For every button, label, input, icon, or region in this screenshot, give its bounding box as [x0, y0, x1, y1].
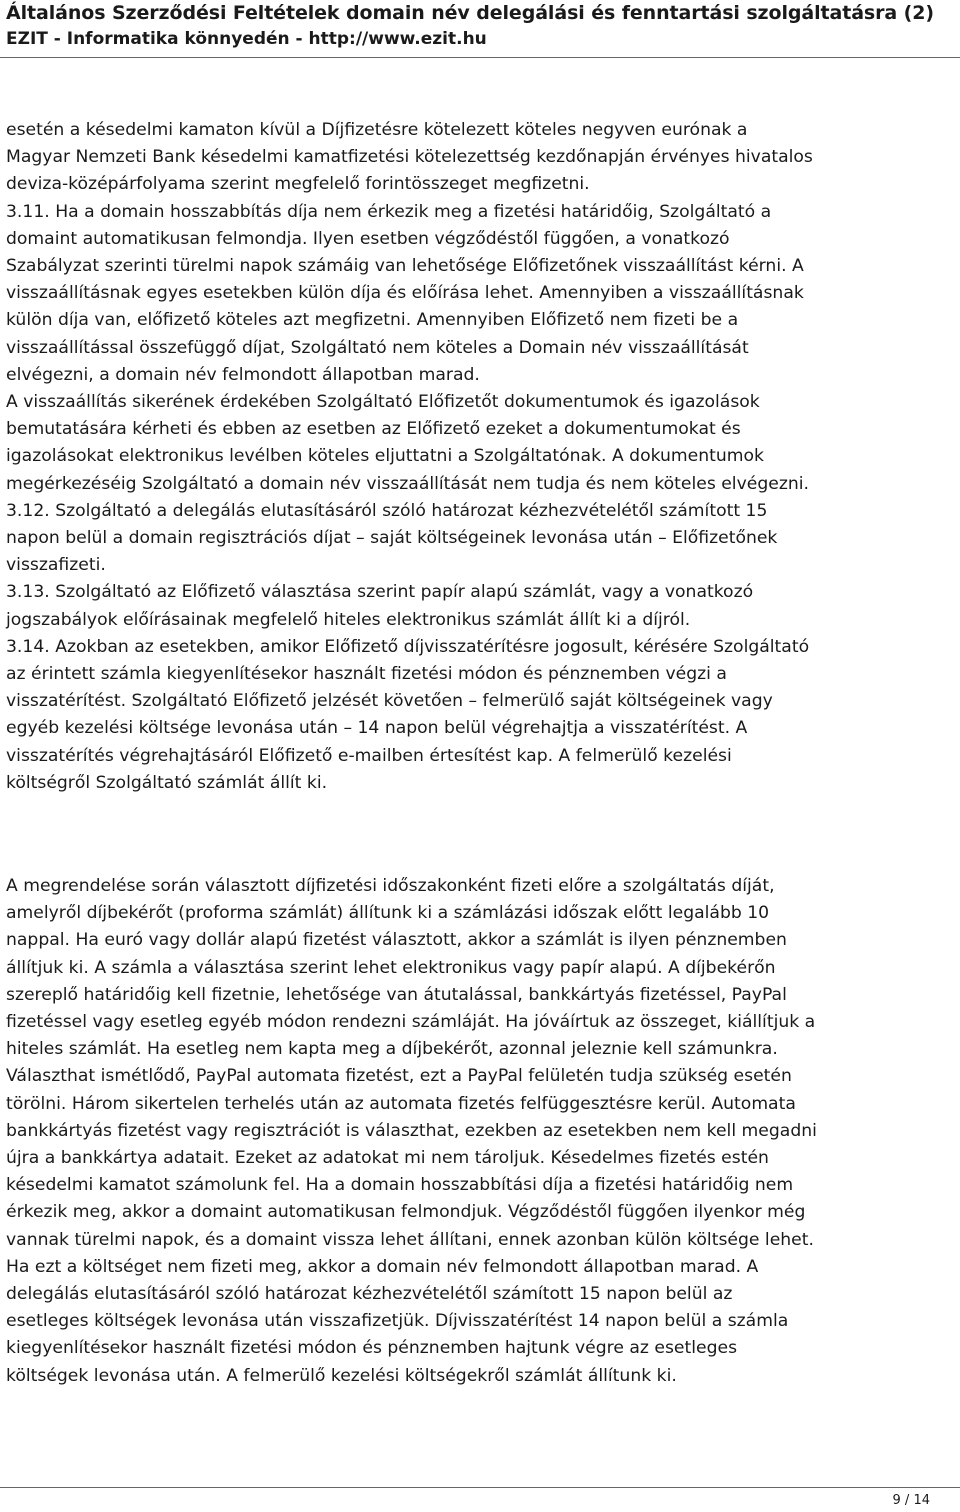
- text-line: Ha ezt a költséget nem fizeti meg, akkor a domain név felmondott állapotban marad. A: [6, 1256, 759, 1277]
- text-line: bemutatására kérheti és ebben az esetben az Előfizető ezeket a dokumentumokat és: [6, 419, 741, 440]
- text-line: bankkártyás fizetést vagy regisztrációt is választhat, ezekben az esetekben nem kell megadni: [6, 1120, 817, 1141]
- text-line: késedelmi kamatot számolunk fel. Ha a domain hosszabbítási díja a fizetési határidőig nem: [6, 1175, 794, 1196]
- text-line: visszaállítással összefüggő díjat, Szolgáltató nem köteles a Domain név visszaállítását: [6, 337, 749, 358]
- text-line: jogszabályok előírásainak megfelelő hiteles elektronikus számlát állít ki a díjról.: [6, 609, 691, 630]
- text-line: visszafizeti.: [6, 555, 106, 576]
- text-line: esetén a késedelmi kamaton kívül a Díjfizetésre kötelezett köteles negyven eurónak a: [6, 120, 748, 140]
- text-line: érkezik meg, akkor a domaint automatikusan felmondjuk. Végződéstől függően ilyenkor még: [6, 1202, 806, 1223]
- text-line: A megrendelése során választott díjfizetési időszakonként fizeti előre a szolgáltatás díját,: [6, 876, 775, 896]
- text-line: külön díja van, előfizető köteles azt megfizetni. Amennyiben Előfizető nem fizeti be a: [6, 310, 739, 331]
- text-line: esetleges költségek levonása után visszafizetjük. Díjvisszatérítést 14 napon belül a számla: [6, 1311, 789, 1332]
- text-line: napon belül a domain regisztrációs díjat – saját költségeinek levonása után – Előfizetőnek: [6, 528, 778, 549]
- text-line: visszatérítés végrehajtásáról Előfizető e-mailben értesítést kap. A felmerülő kezelési: [6, 745, 732, 766]
- text-line: delegálás elutasításáról szóló határozat kézhezvételétől számított 15 napon belül az: [6, 1284, 733, 1305]
- text-line: amelyről díjbekérőt (proforma számlát) állítunk ki a számlázási időszak előtt legalább 10: [6, 903, 770, 924]
- text-line: állítjuk ki. A számla a választása szerint lehet elektronikus vagy papír alapú. A díjbekérőn: [6, 957, 776, 978]
- text-line: 3.14. Azokban az esetekben, amikor Előfizető díjvisszatérítésre jogosult, kérésére Szolgáltató: [6, 636, 810, 657]
- text-line: 3.12. Szolgáltató a delegálás elutasításáról szóló határozat kézhezvételétől számított 15: [6, 500, 768, 521]
- text-line: törölni. Három sikertelen terhelés után az automata fizetés felfüggesztésre kerül. Automata: [6, 1093, 796, 1114]
- text-line: nappal. Ha euró vagy dollár alapú fizetést választott, akkor a számlát is ilyen pénznemben: [6, 930, 787, 951]
- text-line: 3.11. Ha a domain hosszabbítás díja nem érkezik meg a fizetési határidőig, Szolgáltató a: [6, 201, 772, 222]
- header-divider: [0, 57, 960, 58]
- text-line: kiegyenlítésekor használt fizetési módon és pénznemben hajtunk végre az esetleges: [6, 1338, 738, 1359]
- text-line: Választhat ismétlődő, PayPal automata fizetést, ezt a PayPal felületén tudja szükség esetén: [6, 1066, 792, 1087]
- text-line: megérkezéséig Szolgáltató a domain név visszaállítását nem tudja és nem köteles elvégezni.: [6, 473, 809, 494]
- text-line: újra a bankkártya adatait. Ezeket az adatokat mi nem tároljuk. Késedelmes fizetés estén: [6, 1148, 769, 1169]
- text-line: Szabályzat szerinti türelmi napok számáig van lehetősége Előfizetőnek visszaállítást kérni. A: [6, 256, 804, 277]
- text-line: igazolásokat elektronikus levélben köteles eljuttatni a Szolgáltatónak. A dokumentumok: [6, 446, 764, 467]
- text-line: visszaállításnak egyes esetekben külön díja és előírása lehet. Amennyiben a visszaállításnak: [6, 283, 804, 304]
- text-line: hiteles számlát. Ha esetleg nem kapta meg a díjbekérőt, azonnal jeleznie kell számunkra.: [6, 1039, 778, 1060]
- footer-divider: [0, 1487, 960, 1488]
- text-line: egyéb kezelési költsége levonása után – 14 napon belül végrehajtja a visszatérítést. A: [6, 718, 748, 739]
- terms-section-3-11-to-3-14: [6, 117, 954, 797]
- text-line: elvégezni, a domain név felmondott állapotban marad.: [6, 364, 480, 385]
- text-line: deviza-középárfolyama szerint megfelelő forintösszeget megfizetni.: [6, 174, 590, 195]
- document-subtitle: EZIT - Informatika könnyedén - http://www.ezit.hu: [6, 29, 487, 49]
- text-line: az érintett számla kiegyenlítésekor használt fizetési módon és pénznemben végzi a: [6, 664, 727, 685]
- text-line: visszatérítést. Szolgáltató Előfizető jelzését követően – felmerülő saját költségeinek vagy: [6, 691, 773, 712]
- text-line: szereplő határidőig kell fizetnie, lehetősége van átutalással, bankkártyás fizetéssel, PayPal: [6, 984, 787, 1005]
- text-line: fizetéssel vagy esetleg egyéb módon rendezni számláját. Ha jóváírtuk az összeget, kiállítjuk a: [6, 1012, 816, 1033]
- text-line: A visszaállítás sikerének érdekében Szolgáltató Előfizetőt dokumentumok és igazolások: [6, 392, 760, 413]
- page-number: 9 / 14: [892, 1493, 930, 1508]
- payment-summary-paragraph: [6, 873, 954, 1390]
- text-line: domaint automatikusan felmondja. Ilyen esetben végződéstől függően, a vonatkozó: [6, 228, 730, 249]
- document-title: Általános Szerződési Feltételek domain név delegálási és fenntartási szolgáltatásra (2): [6, 2, 934, 24]
- text-line: vannak türelmi napok, és a domaint vissza lehet állítani, ennek azonban külön költsége lehet.: [6, 1229, 814, 1250]
- text-line: 3.13. Szolgáltató az Előfizető választása szerint papír alapú számlát, vagy a vonatkozó: [6, 582, 754, 603]
- text-line: költségek levonása után. A felmerülő kezelési költségekről számlát állítunk ki.: [6, 1365, 677, 1386]
- text-line: költségről Szolgáltató számlát állít ki.: [6, 772, 328, 793]
- text-line: Magyar Nemzeti Bank késedelmi kamatfizetési kötelezettség kezdőnapján érvényes hivatalos: [6, 147, 813, 168]
